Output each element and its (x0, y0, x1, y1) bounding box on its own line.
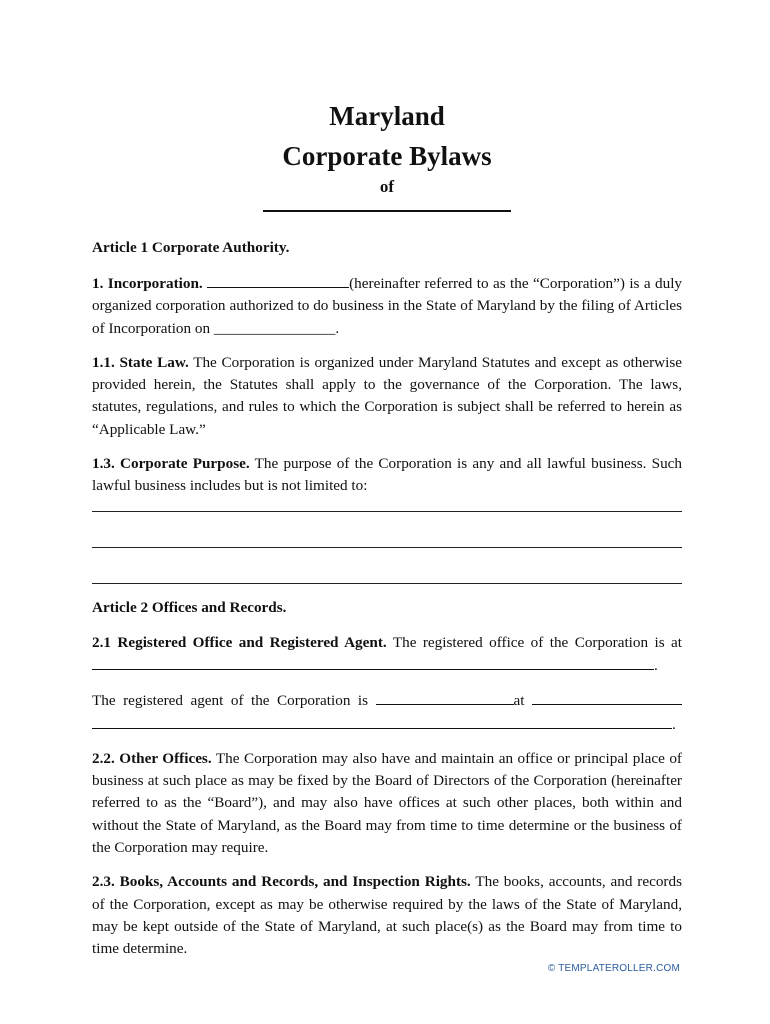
state-law-label: 1.1. State Law. (92, 353, 189, 371)
purpose-blank-line-2[interactable] (92, 547, 682, 548)
registered-agent-name-blank[interactable] (376, 689, 514, 705)
books-records-text: The books, accounts, and records of the Corporation, except as may be otherwise required by the laws of the State of Maryland, may be kept outside of the State of Maryland, at such place(s) as the Board may from time to time determine. (92, 873, 682, 958)
books-records-paragraph (92, 871, 682, 960)
article-1-heading: Article 1 Corporate Authority. (92, 239, 290, 256)
incorporation-text: (hereinafter referred to as the “Corporation”) is a duly organized corporation authorized to do business in the State of Maryland by the filing of Articles of Incorporation on (92, 275, 683, 337)
purpose-label: 1.3. Corporate Purpose. (92, 455, 250, 473)
footer-copyright: © TEMPLATEROLLER.COM (547, 963, 680, 974)
registered-office-address-blank[interactable] (92, 654, 654, 670)
document-page (92, 96, 682, 961)
registered-agent-address-blank-1[interactable] (532, 689, 682, 705)
registered-agent-end: . (672, 715, 676, 733)
registered-office-end: . (654, 656, 658, 674)
registered-office-text: The registered office of the Corporation is at (392, 633, 683, 651)
books-records-label: 2.3. Books, Accounts and Records, and Inspection Rights. (92, 873, 471, 891)
purpose-blank-line-1[interactable] (92, 511, 682, 512)
title-of: of (379, 177, 395, 196)
incorporation-end: . (335, 319, 340, 337)
other-offices-label: 2.2. Other Offices. (92, 749, 212, 767)
incorporation-label: 1. Incorporation. (92, 275, 203, 292)
registered-office-paragraph (92, 632, 682, 678)
registered-agent-at: at (513, 692, 525, 710)
title-state: Maryland (329, 101, 445, 131)
registered-agent-address-blank-2[interactable] (92, 713, 672, 729)
incorporation-date-blank[interactable]: ________________ (213, 319, 336, 337)
incorporation-paragraph (92, 272, 682, 340)
other-offices-paragraph (92, 748, 682, 859)
state-law-text: The Corporation is organized under Maryland Statutes and except as otherwise provided herein, the Statutes shall apply to the governance of the Corporation. The laws, statutes, regulations, and rules to which the Corporation is subject shall be referred to herein as “Applicable Law.” (92, 353, 682, 438)
corporation-name-blank-inline[interactable] (207, 272, 349, 288)
purpose-blank-line-3[interactable] (92, 583, 682, 584)
registered-agent-text: The registered agent of the Corporation is (92, 692, 369, 710)
registered-agent-paragraph (92, 689, 682, 736)
title-document: Corporate Bylaws (282, 141, 492, 171)
state-law-paragraph (92, 352, 682, 441)
other-offices-text: The Corporation may also have and maintain an office or principal place of business at such place as may be fixed by the Board of Directors of the Corporation (hereinafter referred to as the “Board”), and may also have offices at such other places, both within and without the State of Maryland, as the Board may from time to time determine or the business of the Corporation may require. (92, 749, 682, 857)
article-2-heading: Article 2 Offices and Records. (92, 598, 287, 616)
purpose-text: The purpose of the Corporation is any and all lawful business. Such lawful business includes but is not limited to: (92, 455, 682, 495)
corporation-name-blank[interactable] (263, 210, 511, 212)
title-block (92, 96, 682, 212)
purpose-paragraph (92, 453, 682, 498)
registered-office-label: 2.1 Registered Office and Registered Agent. (92, 633, 387, 651)
